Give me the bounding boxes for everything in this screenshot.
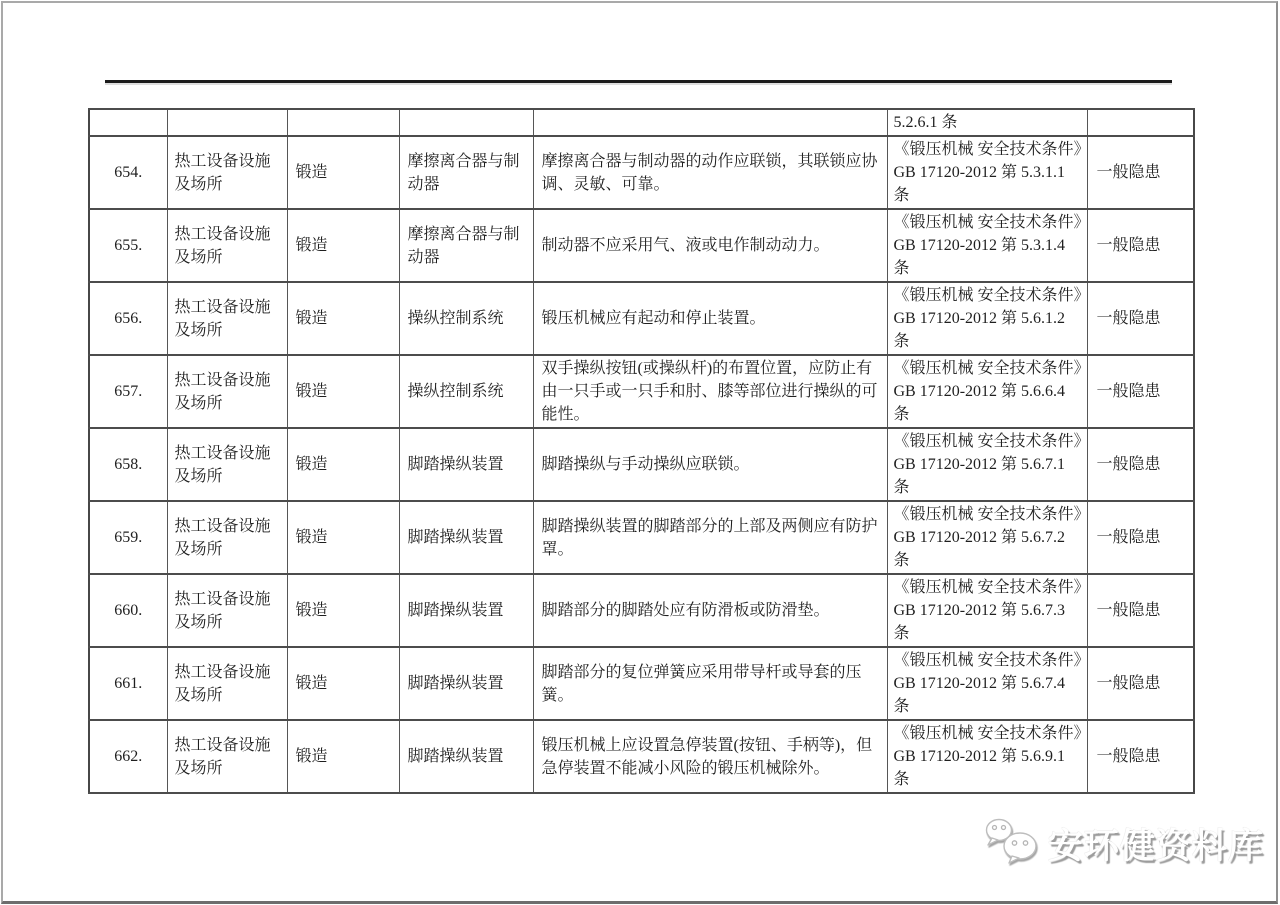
- table-row: [89, 647, 1194, 720]
- cell-basis: 《锻压机械 安全技术条件》GB 17120-2012 第 5.3.1.1 条: [887, 136, 1087, 209]
- cell-requirement: 脚踏操纵装置的脚踏部分的上部及两侧应有防护罩。: [533, 501, 887, 574]
- header-rule: [105, 80, 1172, 83]
- cell-seq: 660.: [89, 574, 167, 647]
- cell-process: [287, 109, 399, 136]
- cell-requirement: 脚踏部分的脚踏处应有防滑板或防滑垫。: [533, 574, 887, 647]
- cell-seq: 661.: [89, 647, 167, 720]
- cell-level: 一般隐患: [1087, 209, 1194, 282]
- table-row: [89, 720, 1194, 793]
- cell-requirement: 锻压机械上应设置急停装置(按钮、手柄等)，但急停装置不能减小风险的锻压机械除外。: [533, 720, 887, 793]
- cell-equipment: 摩擦离合器与制动器: [399, 209, 533, 282]
- cell-area: 热工设备设施及场所: [167, 355, 287, 428]
- cell-requirement: 双手操纵按钮(或操纵杆)的布置位置，应防止有由一只手或一只手和肘、膝等部位进行操纵的可能性。: [533, 355, 887, 428]
- cell-area: [167, 109, 287, 136]
- cell-level: 一般隐患: [1087, 574, 1194, 647]
- cell-requirement: 脚踏部分的复位弹簧应采用带导杆或导套的压簧。: [533, 647, 887, 720]
- cell-seq: 662.: [89, 720, 167, 793]
- cell-process: 锻造: [287, 647, 399, 720]
- cell-equipment: 脚踏操纵装置: [399, 647, 533, 720]
- table-row: [89, 282, 1194, 355]
- cell-basis: 《锻压机械 安全技术条件》GB 17120-2012 第 5.6.6.4 条: [887, 355, 1087, 428]
- cell-process: 锻造: [287, 282, 399, 355]
- cell-process: 锻造: [287, 720, 399, 793]
- cell-level: 一般隐患: [1087, 428, 1194, 501]
- cell-area: 热工设备设施及场所: [167, 209, 287, 282]
- cell-process: 锻造: [287, 428, 399, 501]
- cell-basis: 《锻压机械 安全技术条件》GB 17120-2012 第 5.3.1.4 条: [887, 209, 1087, 282]
- cell-basis: 《锻压机械 安全技术条件》GB 17120-2012 第 5.6.1.2 条: [887, 282, 1087, 355]
- cell-equipment: 操纵控制系统: [399, 355, 533, 428]
- cell-basis: 《锻压机械 安全技术条件》GB 17120-2012 第 5.6.7.1 条: [887, 428, 1087, 501]
- cell-area: 热工设备设施及场所: [167, 428, 287, 501]
- cell-equipment: 操纵控制系统: [399, 282, 533, 355]
- cell-basis: 5.2.6.1 条: [887, 109, 1087, 136]
- cell-basis: 《锻压机械 安全技术条件》GB 17120-2012 第 5.6.7.3 条: [887, 574, 1087, 647]
- cell-seq: 655.: [89, 209, 167, 282]
- cell-level: 一般隐患: [1087, 720, 1194, 793]
- cell-area: 热工设备设施及场所: [167, 501, 287, 574]
- table-row: [89, 501, 1194, 574]
- cell-area: 热工设备设施及场所: [167, 720, 287, 793]
- cell-equipment: [399, 109, 533, 136]
- cell-process: 锻造: [287, 501, 399, 574]
- table-row: [89, 209, 1194, 282]
- cell-seq: 654.: [89, 136, 167, 209]
- cell-process: 锻造: [287, 574, 399, 647]
- cell-area: 热工设备设施及场所: [167, 282, 287, 355]
- cell-level: 一般隐患: [1087, 282, 1194, 355]
- cell-requirement: 脚踏操纵与手动操纵应联锁。: [533, 428, 887, 501]
- watermark: [984, 818, 1264, 869]
- cell-process: 锻造: [287, 209, 399, 282]
- cell-area: 热工设备设施及场所: [167, 136, 287, 209]
- cell-level: [1087, 109, 1194, 136]
- cell-equipment: 脚踏操纵装置: [399, 574, 533, 647]
- cell-basis: 《锻压机械 安全技术条件》GB 17120-2012 第 5.6.9.1 条: [887, 720, 1087, 793]
- hazard-checklist-table: [88, 108, 1195, 794]
- cell-level: 一般隐患: [1087, 136, 1194, 209]
- cell-basis: 《锻压机械 安全技术条件》GB 17120-2012 第 5.6.7.2 条: [887, 501, 1087, 574]
- cell-level: 一般隐患: [1087, 647, 1194, 720]
- cell-seq: 657.: [89, 355, 167, 428]
- cell-process: 锻造: [287, 355, 399, 428]
- cell-seq: 659.: [89, 501, 167, 574]
- cell-requirement: 锻压机械应有起动和停止装置。: [533, 282, 887, 355]
- table-row-carryover: [89, 109, 1194, 136]
- cell-seq: 658.: [89, 428, 167, 501]
- cell-equipment: 脚踏操纵装置: [399, 501, 533, 574]
- cell-level: 一般隐患: [1087, 501, 1194, 574]
- cell-area: 热工设备设施及场所: [167, 574, 287, 647]
- table-row: [89, 355, 1194, 428]
- cell-seq: [89, 109, 167, 136]
- cell-basis: 《锻压机械 安全技术条件》GB 17120-2012 第 5.6.7.4 条: [887, 647, 1087, 720]
- cell-requirement: 摩擦离合器与制动器的动作应联锁，其联锁应协调、灵敏、可靠。: [533, 136, 887, 209]
- cell-process: 锻造: [287, 136, 399, 209]
- cell-requirement: 制动器不应采用气、液或电作制动动力。: [533, 209, 887, 282]
- cell-equipment: 脚踏操纵装置: [399, 720, 533, 793]
- cell-seq: 656.: [89, 282, 167, 355]
- cell-level: 一般隐患: [1087, 355, 1194, 428]
- cell-area: 热工设备设施及场所: [167, 647, 287, 720]
- cell-equipment: 脚踏操纵装置: [399, 428, 533, 501]
- table-row: [89, 136, 1194, 209]
- cell-equipment: 摩擦离合器与制动器: [399, 136, 533, 209]
- wechat-chat-bubbles-icon: [984, 818, 1040, 869]
- watermark-label: 安环健资料库: [1048, 826, 1265, 866]
- cell-requirement: [533, 109, 887, 136]
- table-row: [89, 428, 1194, 501]
- table-row: [89, 574, 1194, 647]
